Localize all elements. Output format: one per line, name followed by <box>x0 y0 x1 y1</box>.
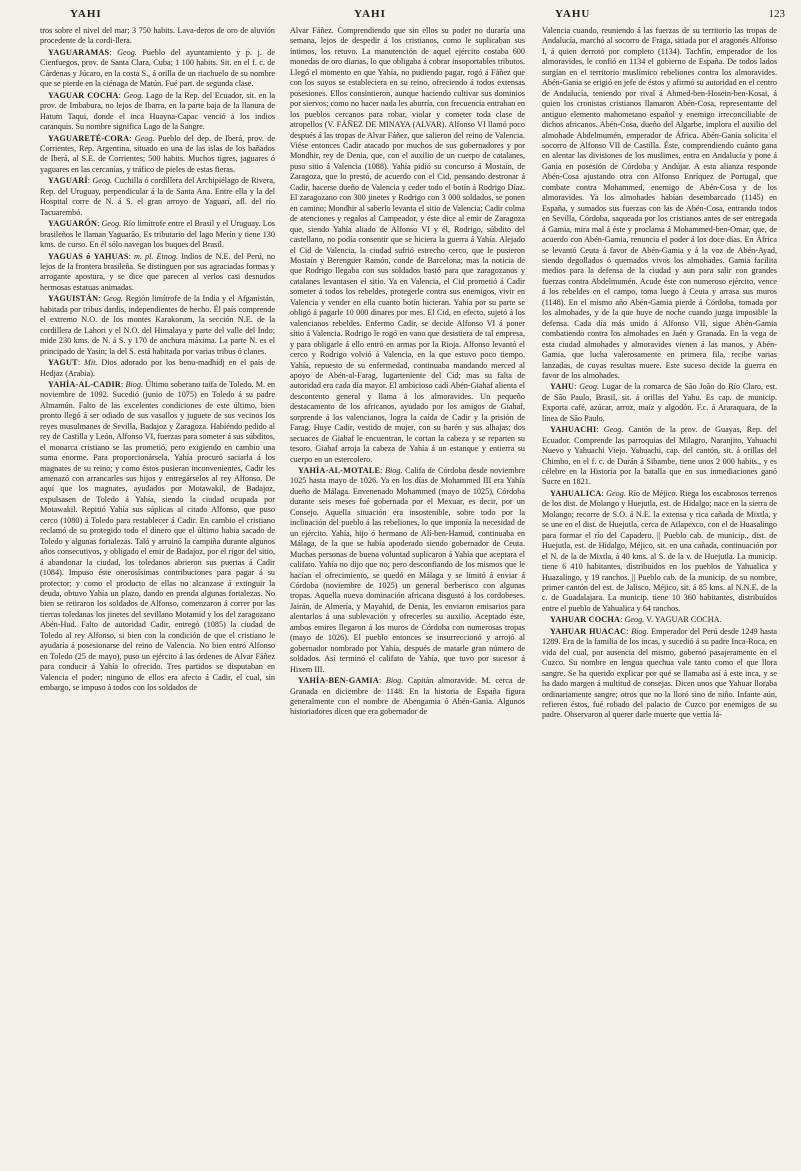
column-middle <box>290 26 525 1166</box>
entry-definition: V. YAGUAR COCHA. <box>644 615 722 625</box>
entry-headword: YAHU <box>550 382 575 392</box>
continued-text-body: tros sobre el nivel del mar; 3 750 habits. Lava-deros de oro de aluvión procedente de la cordi-llera. <box>40 26 275 46</box>
entry-label: Geog. <box>117 47 137 57</box>
entry-label: Geog. <box>603 425 624 435</box>
entry-headword: YAHÍA-AL-MOTALE <box>298 466 381 476</box>
entry-definition: Lago de la Rep. del Ecuador, sit. en la prov. de Imbabura, no lejos de Ibarra, en la parte baja de la llanura de Hatum Taqui, donde el inca Huayna-Capac venció á los indios caranquis. Su nombre significa Lago de la Sangre. <box>40 90 275 132</box>
entry-headword: YAHUAR HUACAC <box>550 626 627 636</box>
dictionary-entry: YAGUAS ó YAHUAS: m. pl. Etnog. Indios de N.E. del Perú, no lejos de la frontera brasileña. Se distinguen por sus agraciadas formas y arrogante apostura, y se dice que parecen al verlos casi desnudos hermosas estatuas animadas. <box>40 251 275 292</box>
dictionary-entry: YAHUALICA: Geog. Río de Méjico. Riega los escabrosos terrenos de los dist. de Molango y Huejutla, est. de Hidalgo; nace en la sierra de Molango; recorre de S.O. á N.E. la extensa y rica cañada de Mixtla, y se une en el dist. de Huejutla, cerca de Atlapexco, con el de Huasalingo para formar el río del Capadero. || Pueblo cab. de municip., dist. de Huejutla, est. de Hidalgo, Méjico, sit. en una cañada, continuación por el N. de la de Mixtla, á 40 kms. al S. de la v. de Huejutla. La municip. tiene 6 410 habitantes, distribuídos en los pueblos de Yahualica y Huazalingo, y 19 ranchos. || Pueblo cab. de la municip. de su nombre, primer cantón del est. de Jalisco, Méjico, sit. á 85 kms. al N.N.E. de la c. de Guadalajara. La municip. tiene 10 360 habitantes, distribuídos entre el pueblo de Yahualica y 64 ranchos. <box>542 488 777 613</box>
entry-definition: Río de Méjico. Riega los escabrosos terrenos de los dist. de Molango y Huejutla, est. de Hidalgo; nace en la sierra de Molango; recorre de S.O. á N.E. la extensa y rica cañada de Mixtla, y se une en el dist. de Huejutla, cerca de Atlapexco, con el de Huasalingo para formar el río del Capadero. || Pueblo cab. de municip., dist. de Huejutla, est. de Hidalgo, Méjico, sit. en una cañada, continuación por el N. de la de Mixtla, á 40 kms. al S. de la v. de Huejutla. La municip. tiene 6 410 habitantes, distribuídos en los pueblos de Yahualica y Huazalingo, y 19 ranchos. || Pueblo cab. de la municip. de su nombre, primer cantón del est. de Jalisco, Méjico, sit. á 85 kms. al N.N.E. de la c. de Guadalajara. La municip. tiene 10 360 habitantes, distribuídos entre el pueblo de Yahualica y 64 ranchos. <box>542 488 777 613</box>
continued-text <box>40 26 275 47</box>
dictionary-entry: YAHÍA-AL-CADIR: Biog. Último soberano taifa de Toledo. M. en noviembre de 1092. Sucedió (junio de 1075) en Toledo á su padre Almamún. Falto de las excelentes condiciones de este último, bien pronto llegó á ser odiado de sus vasallos y juguete de sus vecinos los reyes musulmanes de Sevilla, Badajoz y Zaragoza. Habiéndo pedido al rey de Castilla y León, Alfonso VI, fuerzas para someter á sus súbditos, el monarca cristiano se las prometió, pero exigiendo en cambio una suma enorme. Para proporcionársela, Yahía procuró saciarla á los magnates de su reino; y como éstos pusieran inconvenientes, Cadir les amenazó con arrancarles sus hijos y entregárselos al rey Alfonso. De aquí que los magnates, ayudados por Motawakil, de Badajoz, expulsasen de Toledo á Yahía, siendo la ciudad ocupada por Motawakil. Repitió Yahía sus súplicas al citado Alfonso, que puso cerco (1080) á Toledo para restablecer á Cadir. En cambio el cristiano reclamó de su protegido todo el dinero que el último habia sacado de Toledo y algunas fortalezas. Taló y arruinó la campiña durante algunos años consecutivos, y obligado el emir de Badajoz, por el rigor del sitio, á abandonar la ciudad, los toledanos abrieron sus puertas á Cadir (1084). Impuso éste onerosísimas contribuciones para pagar á su protector; y como el producto de ellas no alcanzase á extinguir la deuda, obtuvo Yahía un plazo, dando en prenda algunas fortalezas. No bien se retiraron los soldados de Alfonso, comenzaron á correr por las tierras toledanas los jinetes del sevillano Motamid y los del zaragozano Abén-Hud. Falto de autoridad Cadir, entregó (1085) la ciudad de Toledo al rey Alfonso, si bien con la condición de que el cristiano le ayudaría á posesionarse del reino de Valencia. No bien entró Alfonso en Toledo (25 de mayo), puso un ejército á las órdenes de Alvar Fáñez para conducir á Yahía lo ofrecido. Tres partidos se disputaban en Valencia el poder; ninguno de ellos era afecto á Cadir, el cual, sin embargo, se impuso á todos con los soldados de <box>40 379 275 693</box>
continued-text-body: Valencia cuando, reuniendo á las fuerzas de su territorio las tropas de Andalucía, marchó al socorro de Fraga, sitiada por el aragonés Alfonso I, á quien derrotó por completo (1134). Tachfín, emperador de los almoravides, le confió en 1134 el gobierno de España. De todos lados surgían en el territorio muslímico rebeliones contra los almoravides. Abén-Gania se erigió en jefe de éstos y afirmó su autoridad en el centro de Andalucía, teniendo por rival á Ahmed-ben-Hosein-ben-Kosai, á quien los cronistas cristianos llamaron Abén-Cosa, representante del antiguo elemento mahometano español y enemigo irreconciliable de dichos africanos. Abén-Cosa, dueño del Algarbe, implora el auxilio del almohade Abdelmumén, emperador de África. Abén-Gania solicita el socorro de Alfonso VII de Castilla. Éste, comprendiendo cuánto gana en alentar las divisiones de los muslimes, entra en Andalucía y pone á Gania en posesión de Córdoba y Andújar. A esta alianza responde Abén-Cosa ajustando otra con Alfonso Enríquez de Portugal, que combate contra Mohammed, enemigo de Abén-Cosa y de los almoravides. Ya los almohades habían desembarcado (1145) en España, y sumados sus fuerzas con las de Abén-Cosa, entrando todos en Sevilla, Córdoba, saqueada por los cristianos antes de ser entregada á Gamia, mira mal á éste y proclama á Mohammed-ben-Omar, que, de acuerdo con Abén-Gamia, renuncia el poder á los doce días. En África se levantó Ceuta á favor de Abén-Gamia y á la voz de Abén-Ayad, siendo degollados ó quemados vivos los almohades. Gamia facilita medios para la defensa de la ciudad y aun para salir con grandes fuerzas contra Abdelmumén. Acude éste con numeroso ejército, vence á los rebeldes en el campo, toma luego á Ceuta y arrasa sus muros (1148). En el mismo año Abén-Gamia pierde á Córdoba, tomada por los almohades, y de la que huye de noche cuando juzga imposible la defensa. Cada día más unido á Alfonso VII, sigue Abén-Gamia combatiendo contra los almohades en Jaén y Granada. En la vega de esta ciudad almohades y almoravides vienen á las manos, y Abén-Gamia, que lucha valerosamente en primera fila, recibe varias lanzadas, de cuyas resultas muere. Este suceso decide la guerra en favor de los almohades. <box>542 26 777 380</box>
entry-label: Mit. <box>84 358 98 368</box>
dictionary-entry: YAGUARÓN: Geog. Río limítrofe entre el Brasil y el Uruguay. Los brasileños le llaman Yaguarão. Es tributario del lago Merín y tiene 130 kms. de curso. En él sólo navegan los buques del Brasil. <box>40 219 275 250</box>
entry-label: Geog. <box>92 176 113 186</box>
entry-headword: YAGUAR COCHA <box>48 90 119 100</box>
entry-headword: YAHÍA-BEN-GAMIA <box>298 676 379 686</box>
dictionary-entry: YAHÍA-AL-MOTALE: Biog. Califa de Córdoba desde noviembre 1025 hasta mayo de 1026. Ya en los días de Mohammed III era Yahía dueño de Málaga. Envenenado Mohammed (mayo de 1025), Córdoba durante seis meses fué gobernada por el Mexuar, es decir, por un Consejo. Aquella situación era insostenible, sobre todo por la inclinación del pueblo á las rebeliones, lo que imponía la necesidad de un ejército. Yahía, hijo ó hermano de Alí-ben-Hamud, continuaba en Málaga, de la que se había apoderado siendo gobernador de Ceuta. Muchas personas de buena voluntad suplicaron á Yahía que aceptara el califato. Yahía no dijo que no; pero desconfiando de los mismos que le hacían el ofrecimiento, se quedó en Málaga y se limitó á enviar á Córdoba (noviembre de 1025) un general berberisco con algunas tropas. Aquella nueva dominación africana disgustó á los cordobeses. Jairán, de Almería, y Mayahid, de Denia, les enviaron emisarios para alentarlos á una sublevación y ofrecerles su auxilio. Aceptado éste, ambos emires llegaron á los muros de Córdoba con numerosas tropas (mayo de 1026). El pueblo entonces se insurreccionó y arrojó al gobernador nombrado por Yahía, después de matarle gran número de soldados. Así terminó el califato de Yahía, que tuvo por sucesor á Hixem III. <box>290 466 525 674</box>
entry-headword: YAGUISTÁN <box>48 294 99 304</box>
dictionary-entry: YAGUARAMAS: Geog. Pueblo del ayuntamiento y p. j. de Cienfuegos, prov. de Santa Clara, Cuba; 1 100 habits. Sit. en el f. c. de Cárdenas y Júcaro, en la costa S., á orilla de un riachuelo de su nombre que se pierde en la ciénaga de Matún. Fué part. de segunda clase. <box>40 47 275 89</box>
dictionary-entry: YAGUARETÉ-CORA: Geog. Pueblo del dep. de Iberá, prov. de Corrientes, Rep. Argentina, situado en una de las islas de los bañados de Iberá, al S.E. de Corrientes; 500 habits. Muchos tigres, jaguares ó yaguares en las cercanías, y tráfico de pieles de estas fieras. <box>40 133 275 174</box>
continued-text <box>542 26 777 381</box>
entry-definition: Pueblo del ayuntamiento y p. j. de Cienfuegos, prov. de Santa Clara, Cuba; 1 100 habits. Sit. en el f. c. de Cárdenas y Júcaro, en la costa S., á orilla de un riachuelo de su nombre que se pierde en la ciénaga de Matún. Fué part. de segunda clase. <box>40 47 275 89</box>
entry-headword: YAHUALICA <box>550 488 602 498</box>
continued-text <box>290 26 525 465</box>
entry-definition: Cuchilla ó cordillera del Archipiélago de Rivera, Rep. del Uruguay, perpendicular á la de Santa Ana. Entre ella y la del Hospital corre de N. á S. el gran arroyo de Yaguarí, afl. del río Tacuarembó. <box>40 176 275 217</box>
entry-label: Geog. <box>624 615 645 625</box>
running-header-center: YAHI <box>354 8 386 20</box>
dictionary-entry: YAGUT: Mit. Dios adorado por los benu-madhidj en el país de Hedjaz (Arabia). <box>40 358 275 378</box>
entry-label: Geog. <box>579 382 599 392</box>
entry-label: m. pl. Etnog. <box>133 251 179 261</box>
entry-label: Biog. <box>631 626 649 636</box>
dictionary-entry: YAHUAR COCHA: Geog. V. YAGUAR COCHA. <box>550 615 722 625</box>
dictionary-entry: YAHU: Geog. Lugar de la comarca de São João do Río Claro, est. de São Paulo, Brasil, sit. á orillas del Yahu. Es cap. de municip. Exporta café, azúcar, arroz, maíz y algodón. F.c. á Araraquara, de la línea de São Paulo. <box>542 382 777 423</box>
entry-headword: YAGUARÓN <box>48 219 98 229</box>
dictionary-entry: YAHÍA-BEN-GAMIA: Biog. Capitán almoravide. M. cerca de Granada en diciembre de 1148. En la historia de España figura generalmente con el nombre de Abengamia ó Abén-Gania. Algunos historiadores dicen que era gobernador de <box>290 676 525 717</box>
entry-headword: YAGUARAMAS <box>48 47 110 57</box>
entry-headword: YAGUAS ó YAHUAS <box>48 251 129 261</box>
entry-definition: Región limítrofe de la India y el Afganistán, habitada por tribus dardis, independientes de hecho. Él país comprende el extremo N.O. de los montes Karakorum, la sección N.E. de la cordillera de Lahori y el N.O. del Himalaya y parte del valle del Indo; mide 230 kms. de N. á S. y 170 de anchura máxima. La parte N. es el principado de Yasin; la del S. está habitada por varias tribus ó clanes. <box>40 294 275 356</box>
entry-headword: YAHUACHI <box>550 425 597 435</box>
entry-headword: YAHÍA-AL-CADIR <box>48 379 122 389</box>
entry-definition: Indios de N.E. del Perú, no lejos de la frontera brasileña. Se distinguen por sus agraciadas formas y arrogante apostura, y se dice que parecen al verlos casi desnudos hermosas estatuas animadas. <box>40 251 275 292</box>
entry-label: Biog. <box>385 676 404 686</box>
entry-label: Geog. <box>606 488 626 498</box>
entry-headword: YAGUT <box>48 358 78 368</box>
entry-headword: YAHUAR COCHA <box>550 615 621 625</box>
entry-label: Biog. <box>385 466 403 476</box>
dictionary-entry: YAGUAR COCHA: Geog. Lago de la Rep. del Ecuador, sit. en la prov. de Imbabura, no lejos de Ibarra, en la parte baja de la llanura de Hatum Taqui, donde el inca Huayna-Capac venció á los indios caranquis. Su nombre significa Lago de la Sangre. <box>40 90 275 132</box>
entry-definition: Último soberano taifa de Toledo. M. en noviembre de 1092. Sucedió (junio de 1075) en Toledo á su padre Almamún. Falto de las excelentes condiciones de este último, bien pronto llegó á ser odiado de sus vasallos y juguete de sus vecinos los reyes musulmanes de Sevilla, Badajoz y Zaragoza. Habiéndo pedido al rey de Castilla y León, Alfonso VI, fuerzas para someter á sus súbditos, el monarca cristiano se las prometió, pero exigiendo en cambio una suma enorme. Para proporcionársela, Yahía procuró saciarla á los magnates de su reino; y como éstos pusieran inconvenientes, Cadir les amenazó con arrancarles sus hijos y entregárselos al rey Alfonso. De aquí que los magnates, ayudados por Motawakil, de Badajoz, expulsasen de Toledo á Yahía, siendo la ciudad ocupada por Motawakil. Repitió Yahía sus súplicas al citado Alfonso, que puso cerco (1080) á Toledo para restablecer á Cadir. En cambio el cristiano reclamó de su protegido todo el dinero que el último habia sacado de Toledo y algunas fortalezas. Taló y arruinó la campiña durante algunos años consecutivos, y obligado el emir de Badajoz, por el rigor del sitio, á abandonar la ciudad, los toledanos abrieron sus puertas á Cadir (1084). Impuso éste onerosísimas contribuciones para pagar á su protector; y como el producto de ellas no alcanzase á extinguir la deuda, obtuvo Yahía un plazo, dando en prenda algunas fortalezas. No bien se retiraron los soldados de Alfonso, comenzaron á correr por las tierras toledanas los jinetes del sevillano Motamid y los del zaragozano Abén-Hud. Falto de autoridad Cadir, entregó (1085) la ciudad de Toledo al rey Alfonso, si bien con la condición de que el cristiano le ayudaría á posesionarse del reino de Valencia. No bien entró Alfonso en Toledo (25 de mayo), puso un ejército á las órdenes de Alvar Fáñez para conducir á Yahía lo ofrecido. Tres partidos se disputaban en Valencia el poder; ninguno de ellos era afecto á Cadir, el cual, sin embargo, se impuso á todos con los soldados de <box>40 379 275 693</box>
dictionary-entry: YAHUACHI: Geog. Cantón de la prov. de Guayas, Rep. del Ecuador. Comprende las parroquias del Milagro, Naranjito, Yahuachi Nuevo y Yahuachi Viejo. Yahuachi, cap. del cantón, sit. á orillas del Chimbo, en el f. c. de Durán á Sibambe, tiene unos 2 000 habits., y es célebre en la Historia por la batalla que en sus inmediaciones ganó Sucre en 1821. <box>542 425 777 487</box>
entry-headword: YAGUARÍ <box>48 176 88 186</box>
entry-headword: YAGUARETÉ-CORA <box>48 133 130 143</box>
entry-definition: Dios adorado por los benu-madhidj en el país de Hedjaz (Arabia). <box>40 358 275 378</box>
column-left <box>40 26 275 1166</box>
entry-definition: Lugar de la comarca de São João do Río Claro, est. de São Paulo, Brasil, sit. á orillas del Yahu. Es cap. de municip. Exporta café, azúcar, arroz, maíz y algodón. F.c. á Araraquara, de la línea de São Paulo. <box>542 382 777 423</box>
entry-definition: Pueblo del dep. de Iberá, prov. de Corrientes, Rep. Argentina, situado en una de las islas de los bañados de Iberá, al S.E. de Corrientes; 500 habits. Muchos tigres, jaguares ó yaguares en las cercanías, y tráfico de pieles de estas fieras. <box>40 133 275 174</box>
entry-definition: Califa de Córdoba desde noviembre 1025 hasta mayo de 1026. Ya en los días de Mohammed III era Yahía dueño de Málaga. Envenenado Mohammed (mayo de 1025), Córdoba durante seis meses fué gobernada por el Mexuar, es decir, por un Consejo. Aquella situación era insostenible, sobre todo por la inclinación del pueblo á las rebeliones, lo que imponía la necesidad de un ejército. Yahía, hijo ó hermano de Alí-ben-Hamud, continuaba en Málaga, de la que se había apoderado siendo gobernador de Ceuta. Muchas personas de buena voluntad suplicaron á Yahía que aceptara el califato. Yahía no dijo que no; pero desconfiando de los mismos que le hacían el ofrecimiento, se quedó en Málaga y se limitó á enviar á Córdoba (noviembre de 1025) un general berberisco con algunas tropas. Aquella nueva dominación africana disgustó á los cordobeses. Jairán, de Almería, y Mayahid, de Denia, les enviaron emisarios para alentarlos á una sublevación y ofrecerles su auxilio. Aceptado éste, ambos emires llegaron á los muros de Córdoba con numerosas tropas (mayo de 1026). El pueblo entonces se insurreccionó y arrojó al gobernador nombrado por Yahía, después de matarle gran número de soldados. Así terminó el califato de Yahía, que tuvo por sucesor á Hixem III. <box>290 466 525 674</box>
entry-definition: Río limítrofe entre el Brasil y el Uruguay. Los brasileños le llaman Yaguarão. Es tributario del lago Merín y tiene 130 kms. de curso. En él sólo navegan los buques del Brasil. <box>40 219 275 250</box>
page-number: 123 <box>768 8 785 20</box>
entry-definition: Capitán almoravide. M. cerca de Granada en diciembre de 1148. En la historia de España figura generalmente con el nombre de Abengamia ó Abén-Gania. Algunos historiadores dicen que era gobernador de <box>290 676 525 717</box>
entry-label: Biog. <box>125 379 144 389</box>
entry-label: Geog. <box>123 90 144 100</box>
entry-label: Geog. <box>101 219 122 229</box>
entry-label: Geog. <box>103 294 123 304</box>
dictionary-entry: YAGUARÍ: Geog. Cuchilla ó cordillera del Archipiélago de Rivera, Rep. del Uruguay, perpendicular á la de Santa Ana. Entre ella y la del Hospital corre de N. á S. el gran arroyo de Yaguarí, afl. del río Tacuarembó. <box>40 176 275 217</box>
entry-definition: Cantón de la prov. de Guayas, Rep. del Ecuador. Comprende las parroquias del Milagro, Naranjito, Yahuachi Nuevo y Yahuachi Viejo. Yahuachi, cap. del cantón, sit. á orillas del Chimbo, en el f. c. de Durán á Sibambe, tiene unos 2 000 habits., y es célebre en la Historia por la batalla que en sus inmediaciones ganó Sucre en 1821. <box>542 425 777 487</box>
dictionary-entry: YAHUAR HUACAC: Biog. Emperador del Perú desde 1249 hasta 1289. Era de la familia de los incas, y sucedió á su padre Inca-Roca, en vida del cual, por ausencia del mismo, gobernó pasajeramente en el Cuzco. Su nombre en lengua quechua vale tanto como el que llora sangre. Se ha querido explicar por qué se llamaba así á este inca, y se ha dado margen á multitud de consejas. Dicen unos que Yahuar lloraba ordinariamente sangre; otros que no la lloró sino de niño. Infante aún, refieren éstos, fué robado del palacio de Cuzco por enemigos de su padre. Observaron al querer darle muerte que vertía lá- <box>542 626 777 720</box>
running-header-right: YAHU <box>555 8 591 20</box>
running-header-left: YAHI <box>70 8 102 20</box>
continued-text-body: Alvar Fáñez. Comprendiendo que sin ellos su poder no duraría una semana, lejos de despedir á los cristianos, como le suplicaban sus íntimos, los retuvo. La manutención de aquel ejército costaba 600 monedas de oro diarias, lo que obligaba á cobrar insoportables tributos. Llegó el momento en que Yahía, no pudiendo pagar, rogó á Fáñez que con los suyos se estableciera en su reino, ofreciendo á todos extensas posesiones. Ellos consintieron, aunque haciendo cultivar sus dominios por siervos; como no hacer nada les aburría, con frecuencia entraban en los pueblos cercanos para robar, violar y cometer toda clase de atropellos (V. FÁÑEZ DE MINAYA (ALVAR). Alfonso VI llamó poco después á las tropas de Alvar Fáñez, que salieron del reino de Valencia. Viése entonces Cadir atacado por muchos de sus gobernadores y por Mondhir, rey de Denia, que, con el auxilio de un cuerpo de catalanes, puso sitio á Valencia (1088). Yahía pidió su concurso á Mostaín, de Zaragoza, que lo prestó, de acuerdo con el Cid, pensando destronar á Cadir, hacerse dueño de Valencia y ceder todo el botín á Rodrigo Díaz. El zaragozano con 300 jinetes y Rodrigo con 3 000 soldados, se ponen en camino; Mondhir al saberlo levanta el sitio de Valencia; Cadir colma de atenciones y regalos al Campeador, y éste dice al emir de Zaragoza que, siendo Yahía aliado de Alfonso VI y él, Rodrigo, súbdito del castellano, no podía consentir que se hiciera la guerra á Yahía. Alejado el Cid de Valencia, la ciudad sufrió estrecho cerco, que le pusieron Mostaín y Berenguer Ramón, conde de Barcelona; mas la noticia de que Rodrigo llegaba con sus soldados bastó para que zaragozanos y catalanes levantasen el sitio. Ya en Valencia, el Cid prometió á Cadir someter á todos los rebeldes, protegerle contra sus enemigos, vivir en Valencia y vender en ella cuanto botín hicieran. Yahía por su parte se obligó á pagarle 10 000 dinares por mes. El Cid, en efecto, sujetó á los valencianos rebeldes. Enfermo Cadir, se decide Alfonso VI á poner sitio á Valencia. Rodrigo le rogó en vano que desistiera de tal empresa, y para obligarle á ello entró en armas por la Rioja. Alfonso levantó el cerco y Rodrigo volvió á Valencia, en la que estuvo poco tiempo. Yahía, repuesto de su enfermedad, continuaba mandando merced al apoyo de Abén-al-Farag, lugarteniente del Cid; mas su falta de autoridad era cada día mayor. El ambicioso cadí Abén-Giahaf alienta el descontento general y llama á los almoravides. Un pequeño destacamento de los africanos, ayudado por los amigos de Giahaf, sorprende á los valencianos, logra la caída de Cadir y la prisión de Farag. Huye Cadir, vestido de mujer, con su harén y sus alhajas; dos secuaces de Giahaf le encuentran, le cortan la cabeza y se reparten su tesoro. Giahaf arroja la cabeza de Yahía á un estanque y entierra su cuerpo en un estercolero. <box>290 26 525 464</box>
column-right <box>542 26 777 1166</box>
dictionary-entry: YAGUISTÁN: Geog. Región limítrofe de la India y el Afganistán, habitada por tribus dardis, independientes de hecho. Él país comprende el extremo N.O. de los montes Karakorum, la sección N.E. de la cordillera de Lahori y el N.O. del Himalaya y parte del valle del Indo; mide 230 kms. de N. á S. y 170 de anchura máxima. La parte N. es el principado de Yasin; la del S. está habitada por varias tribus ó clanes. <box>40 294 275 356</box>
entry-label: Geog. <box>134 133 155 143</box>
entry-definition: Emperador del Perú desde 1249 hasta 1289. Era de la familia de los incas, y sucedió á su padre Inca-Roca, en vida del cual, por ausencia del mismo, gobernó pasajeramente en el Cuzco. Su nombre en lengua quechua vale tanto como el que llora sangre. Se ha querido explicar por qué se llamaba así á este inca, y se ha dado margen á multitud de consejas. Dicen unos que Yahuar lloraba ordinariamente sangre; otros que no la lloró sino de niño. Infante aún, refieren éstos, fué robado del palacio de Cuzco por enemigos de su padre. Observaron al querer darle muerte que vertía lá- <box>542 626 777 720</box>
